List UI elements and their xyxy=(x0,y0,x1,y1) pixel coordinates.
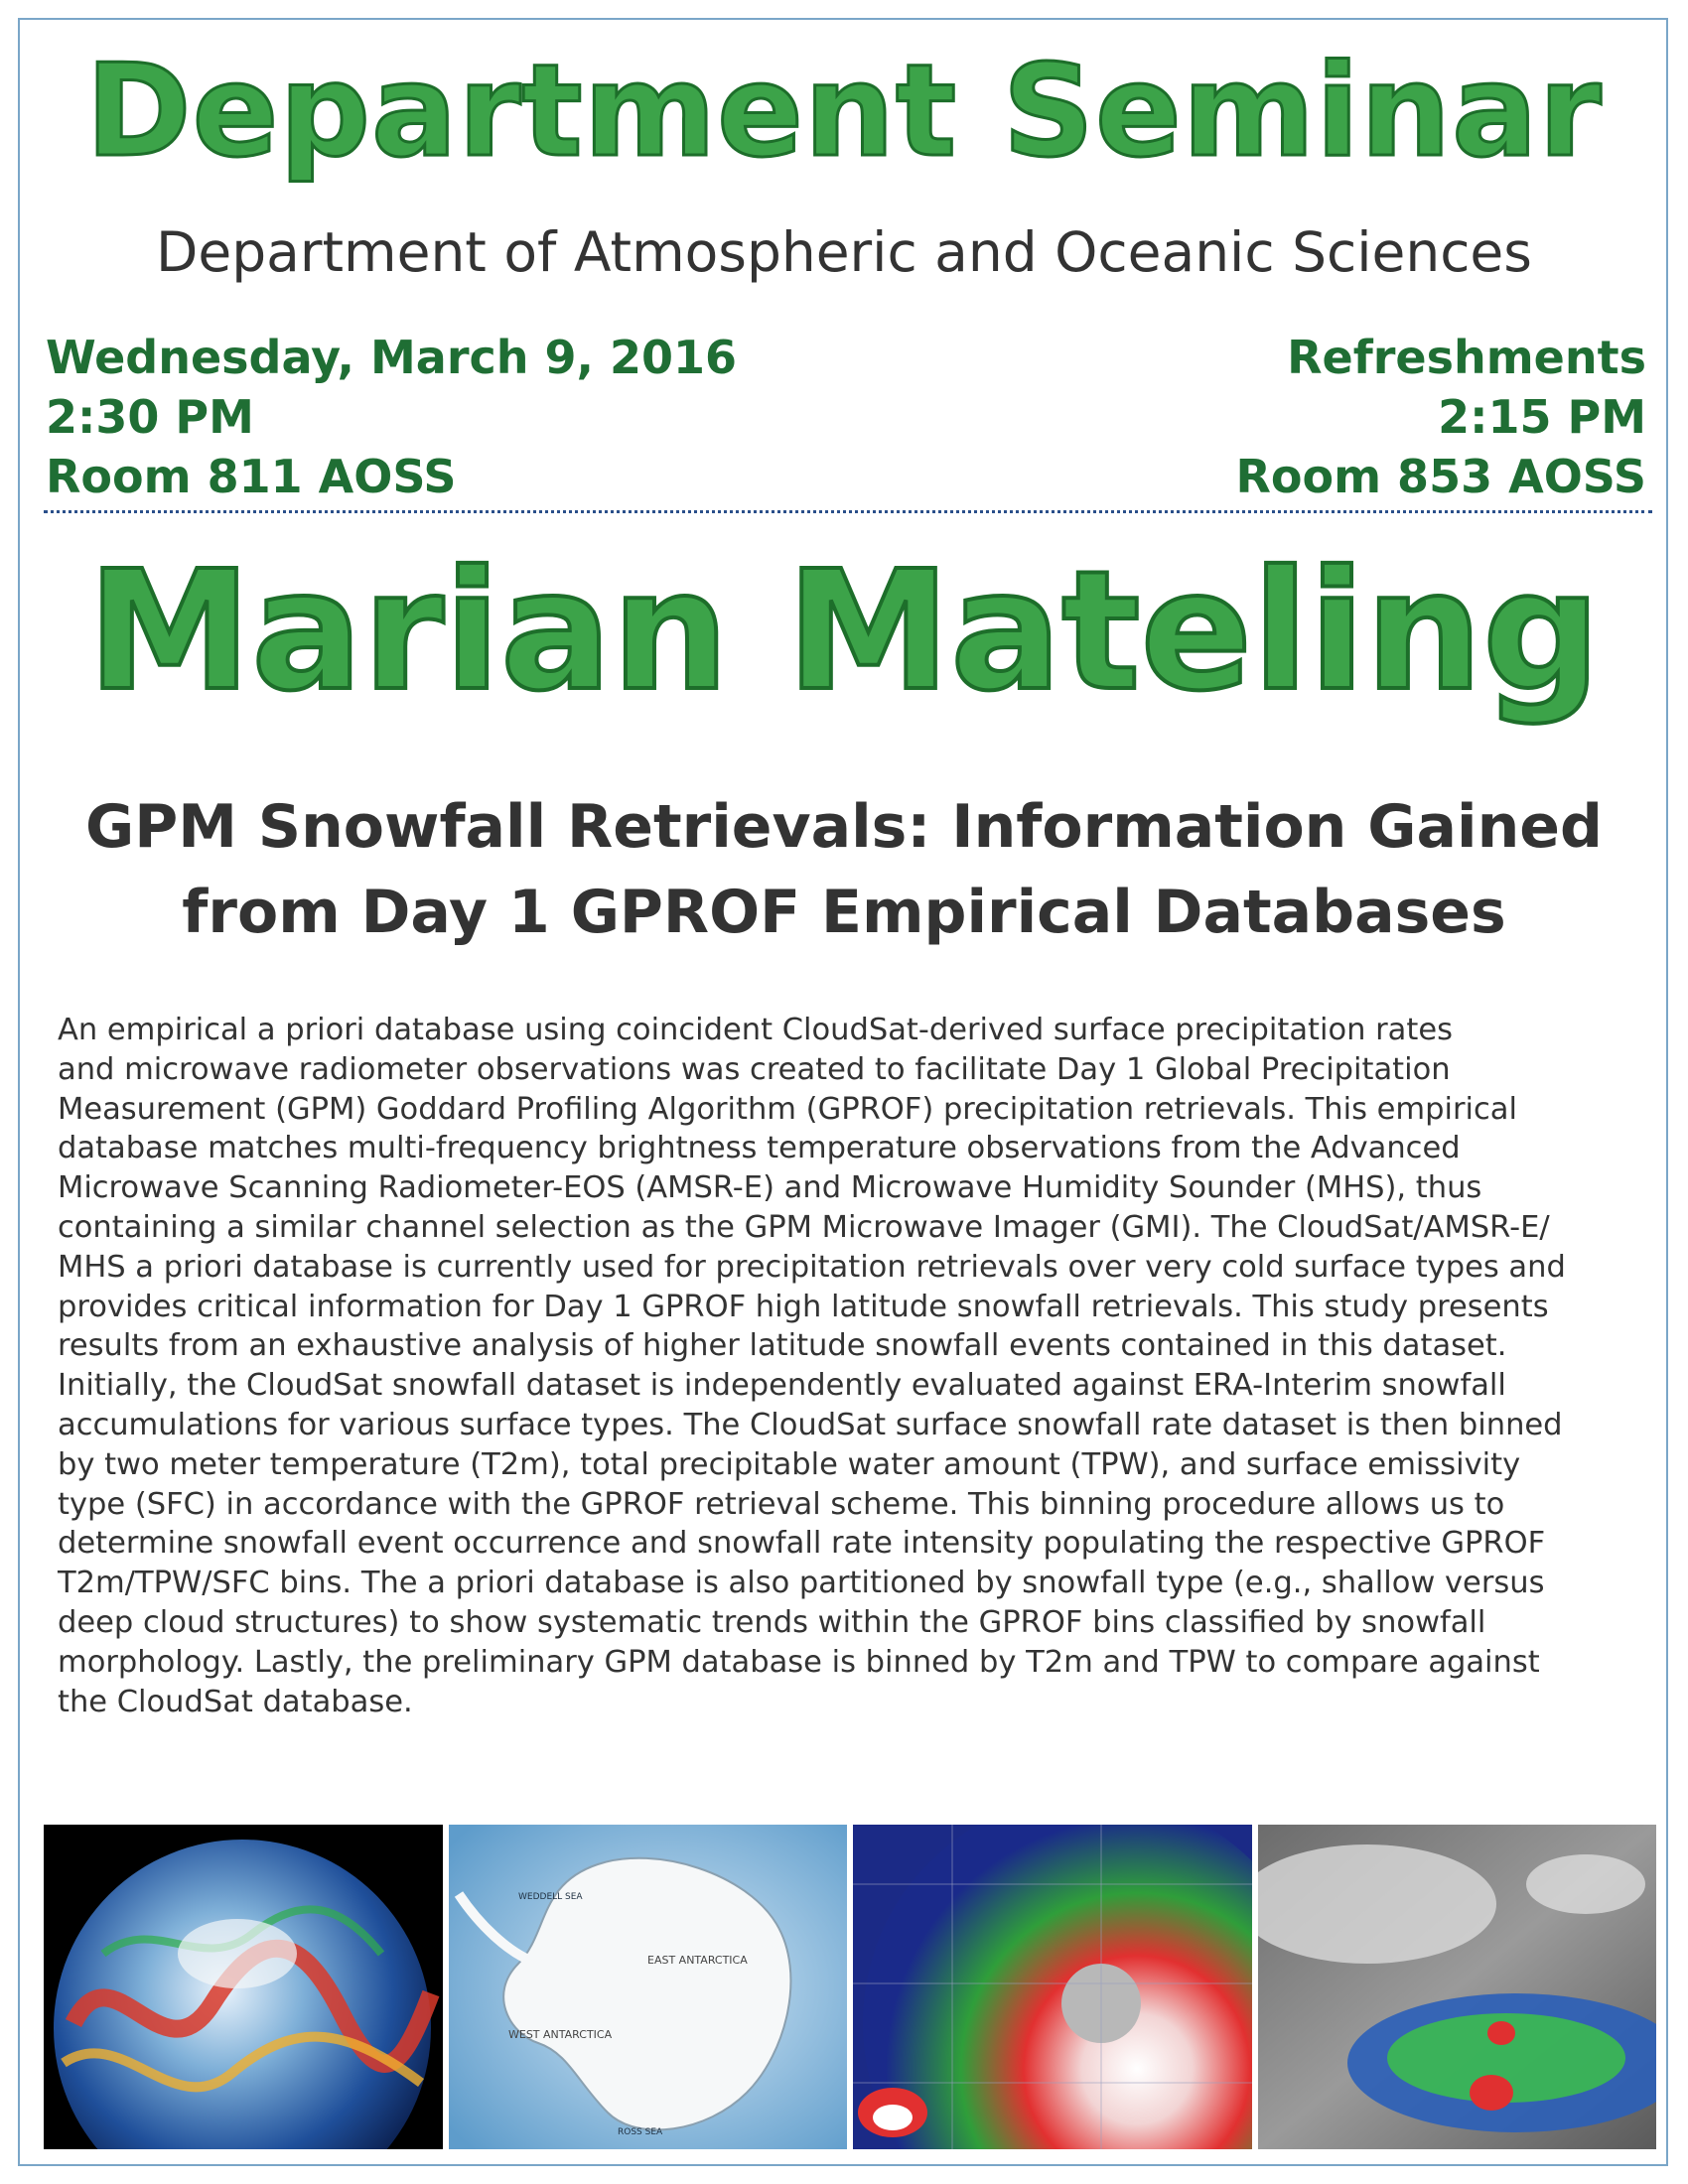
map-label-east: EAST ANTARCTICA xyxy=(646,1954,748,1967)
department-name: Department of Atmospheric and Oceanic Sciences xyxy=(156,220,1532,284)
dotted-divider xyxy=(44,510,1652,513)
hurricane-radar-image xyxy=(853,1825,1252,2149)
satellite-clouds-image xyxy=(1258,1825,1657,2149)
map-label-west: WEST ANTARCTICA xyxy=(507,2028,612,2041)
globe-jet-stream-image xyxy=(44,1825,443,2149)
abstract-line: provides critical information for Day 1 GPROF high latitude snowfall retrievals. This study presents xyxy=(58,1289,1549,1324)
abstract-line: MHS a priori database is currently used for precipitation retrievals over very cold surface types and xyxy=(58,1249,1566,1285)
map-label-weddell: WEDDELL SEA xyxy=(517,1892,583,1902)
talk-title-line: from Day 1 GPROF Empirical Databases xyxy=(182,878,1506,947)
abstract xyxy=(58,1011,1646,1721)
refreshments-label: Refreshments xyxy=(1287,331,1646,384)
talk-title xyxy=(0,784,1688,955)
abstract-line: Measurement (GPM) Goddard Profiling Algorithm (GPROF) precipitation retrievals. This empirical xyxy=(58,1091,1517,1127)
seminar-date: Wednesday, March 9, 2016 xyxy=(46,331,738,384)
abstract-line: the CloudSat database. xyxy=(58,1684,413,1719)
abstract-line: Microwave Scanning Radiometer-EOS (AMSR-E) and Microwave Humidity Sounder (MHS), thus xyxy=(58,1170,1482,1206)
abstract-line: containing a similar channel selection as the GPM Microwave Imager (GMI). The CloudSat/AMSR-E/ xyxy=(58,1209,1550,1245)
page-title: Department Seminar xyxy=(85,38,1603,186)
refreshments-details xyxy=(1235,328,1646,506)
map-label-ross: ROSS SEA xyxy=(617,2127,662,2137)
abstract-line: Initially, the CloudSat snowfall dataset is independently evaluated against ERA-Interim snowfall xyxy=(58,1368,1506,1404)
abstract-line: by two meter temperature (T2m), total precipitable water amount (TPW), and surface emissivity xyxy=(58,1446,1521,1482)
abstract-line: An empirical a priori database using coincident CloudSat-derived surface precipitation rates xyxy=(58,1013,1453,1047)
seminar-room: Room 811 AOSS xyxy=(46,450,457,503)
abstract-line: type (SFC) in accordance with the GPROF retrieval scheme. This binning procedure allows us to xyxy=(58,1486,1505,1522)
abstract-line: morphology. Lastly, the preliminary GPM database is binned by T2m and TPW to compare against xyxy=(58,1644,1540,1680)
abstract-line: determine snowfall event occurrence and snowfall rate intensity populating the respective GPROF xyxy=(58,1526,1546,1562)
seminar-details xyxy=(46,328,737,506)
abstract-line: accumulations for various surface types. The CloudSat surface snowfall rate dataset is then binned xyxy=(58,1407,1563,1442)
abstract-line: deep cloud structures) to show systematic trends within the GPROF bins classified by snowfall xyxy=(58,1604,1486,1640)
seminar-time: 2:30 PM xyxy=(46,390,254,444)
image-strip xyxy=(44,1825,1656,2149)
abstract-line: and microwave radiometer observations was created to facilitate Day 1 Global Precipitation xyxy=(58,1051,1451,1087)
abstract-line: results from an exhaustive analysis of higher latitude snowfall events contained in this dataset. xyxy=(58,1328,1507,1364)
talk-title-line: GPM Snowfall Retrievals: Information Gained xyxy=(85,792,1603,862)
refreshments-time: 2:15 PM xyxy=(1438,390,1646,444)
abstract-line: database matches multi-frequency brightness temperature observations from the Advanced xyxy=(58,1131,1461,1166)
speaker-name: Marian Mateling xyxy=(87,536,1601,728)
refreshments-room: Room 853 AOSS xyxy=(1235,450,1646,503)
abstract-line: T2m/TPW/SFC bins. The a priori database is also partitioned by snowfall type (e.g., shallow versus xyxy=(58,1566,1545,1601)
antarctica-map-image xyxy=(449,1825,848,2149)
